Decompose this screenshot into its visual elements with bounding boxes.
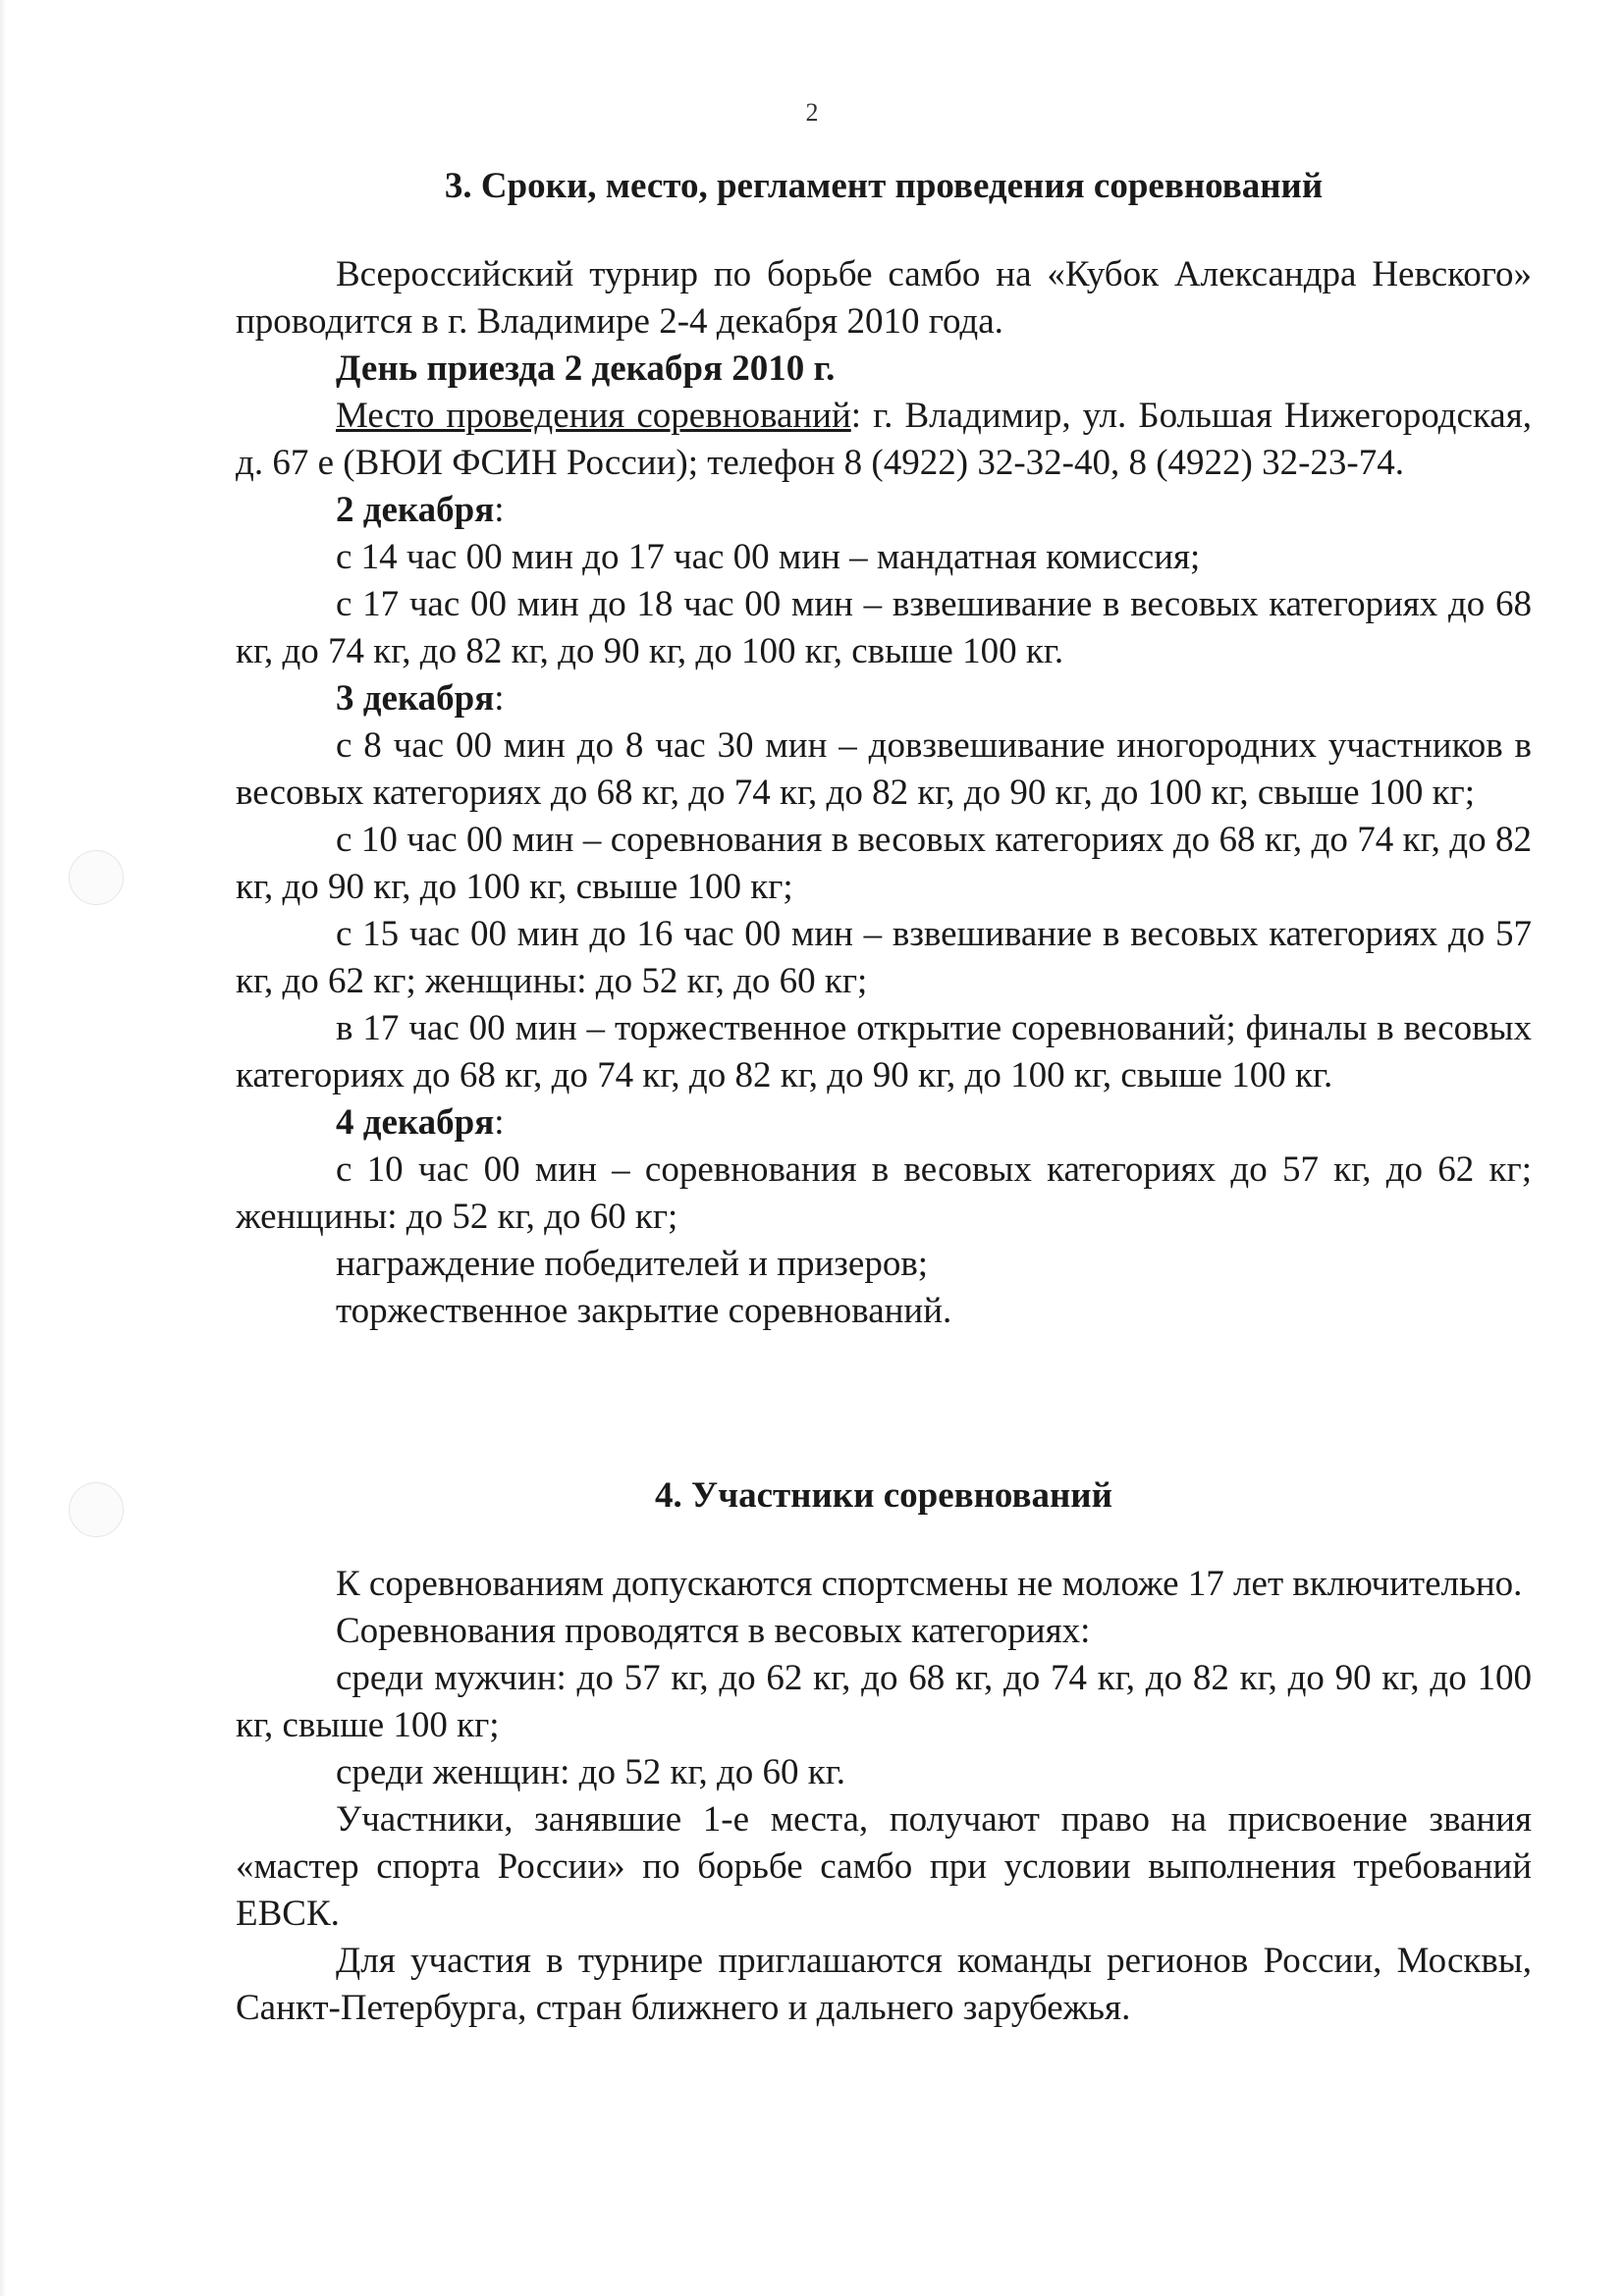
day-3-item: с 15 час 00 мин до 16 час 00 мин – взвешивание в весовых категориях до 57 кг, до 62 кг; женщины: до 52 кг, до 60 кг;	[236, 914, 1532, 1001]
section-3-heading: 3. Сроки, место, регламент проведения соревнований	[444, 166, 1324, 206]
section-4	[236, 1472, 1532, 1520]
day-2-item: с 14 час 00 мин до 17 час 00 мин – мандатная комиссия;	[336, 537, 1201, 577]
section-4-paragraph: среди мужчин: до 57 кг, до 62 кг, до 68 кг, до 74 кг, до 82 кг, до 90 кг, до 100 кг, свыше 100 кг;	[236, 1658, 1532, 1745]
day-2-title: 2 декабря:	[336, 490, 505, 530]
section-4-paragraph: Участники, занявшие 1-е места, получают право на присвоение звания «мастер спорта России» по борьбе самбо при условии выполнения требований ЕВСК.	[236, 1799, 1532, 1934]
day-2-item: с 17 час 00 мин до 18 час 00 мин – взвешивание в весовых категориях до 68 кг, до 74 кг, до 82 кг, до 90 кг, до 100 кг, свыше 100 кг.	[236, 584, 1532, 671]
scan-edge-shadow	[0, 0, 6, 2296]
day-4-item: торжественное закрытие соревнований.	[336, 1291, 952, 1331]
section-4-paragraph: среди женщин: до 52 кг, до 60 кг.	[336, 1752, 846, 1792]
venue-paragraph	[236, 393, 1532, 487]
arrival-day	[236, 346, 1532, 393]
venue-label: Место проведения соревнований	[336, 396, 851, 436]
day-4-item: награждение победителей и призеров;	[336, 1244, 929, 1284]
punch-hole-bottom	[69, 1482, 124, 1537]
section-4-body	[236, 1561, 1532, 2032]
day-3-item: с 8 час 00 мин до 8 час 30 мин – довзвешивание иногородних участников в весовых категориях до 68 кг, до 74 кг, до 82 кг, до 90 кг, до 100 кг, свыше 100 кг;	[236, 725, 1532, 813]
venue-text: : г. Владимир, ул. Большая Нижегородская, д. 67 е (ВЮИ ФСИН России); телефон 8 (4922) 32-32-40, 8 (4922) 32-23-74.	[236, 396, 1532, 483]
section-3-body	[236, 251, 1532, 1335]
day-3-title: 3 декабря:	[336, 678, 505, 719]
section-4-paragraph: К соревнованиям допускаются спортсмены не моложе 17 лет включительно.	[336, 1564, 1523, 1604]
section-4-paragraph: Для участия в турнире приглашаются команды регионов России, Москвы, Санкт-Петербурга, стран ближнего и дальнего зарубежья.	[236, 1941, 1532, 2028]
page-number: 2	[805, 98, 819, 127]
section-4-heading: 4. Участники соревнований	[655, 1475, 1112, 1516]
day-3-item: в 17 час 00 мин – торжественное открытие соревнований; финалы в весовых категориях до 68 кг, до 74 кг, до 82 кг, до 90 кг, до 100 кг, свыше 100 кг.	[236, 1008, 1532, 1095]
punch-hole-top	[69, 850, 124, 905]
arrival-day-text: День приезда 2 декабря 2010 г.	[336, 348, 836, 389]
section-4-paragraph: Соревнования проводятся в весовых категориях:	[336, 1611, 1091, 1651]
day-3-item: с 10 час 00 мин – соревнования в весовых категориях до 68 кг, до 74 кг, до 82 кг, до 90 кг, до 100 кг, свыше 100 кг;	[236, 820, 1532, 907]
day-4-title: 4 декабря:	[336, 1102, 505, 1143]
day-4-item: с 10 час 00 мин – соревнования в весовых категориях до 57 кг, до 62 кг; женщины: до 52 кг, до 60 кг;	[236, 1149, 1532, 1237]
section-3-intro: Всероссийский турнир по борьбе самбо на «Кубок Александра Невского» проводится в г. Владимире 2-4 декабря 2010 года.	[236, 254, 1532, 342]
section-3	[236, 163, 1532, 210]
